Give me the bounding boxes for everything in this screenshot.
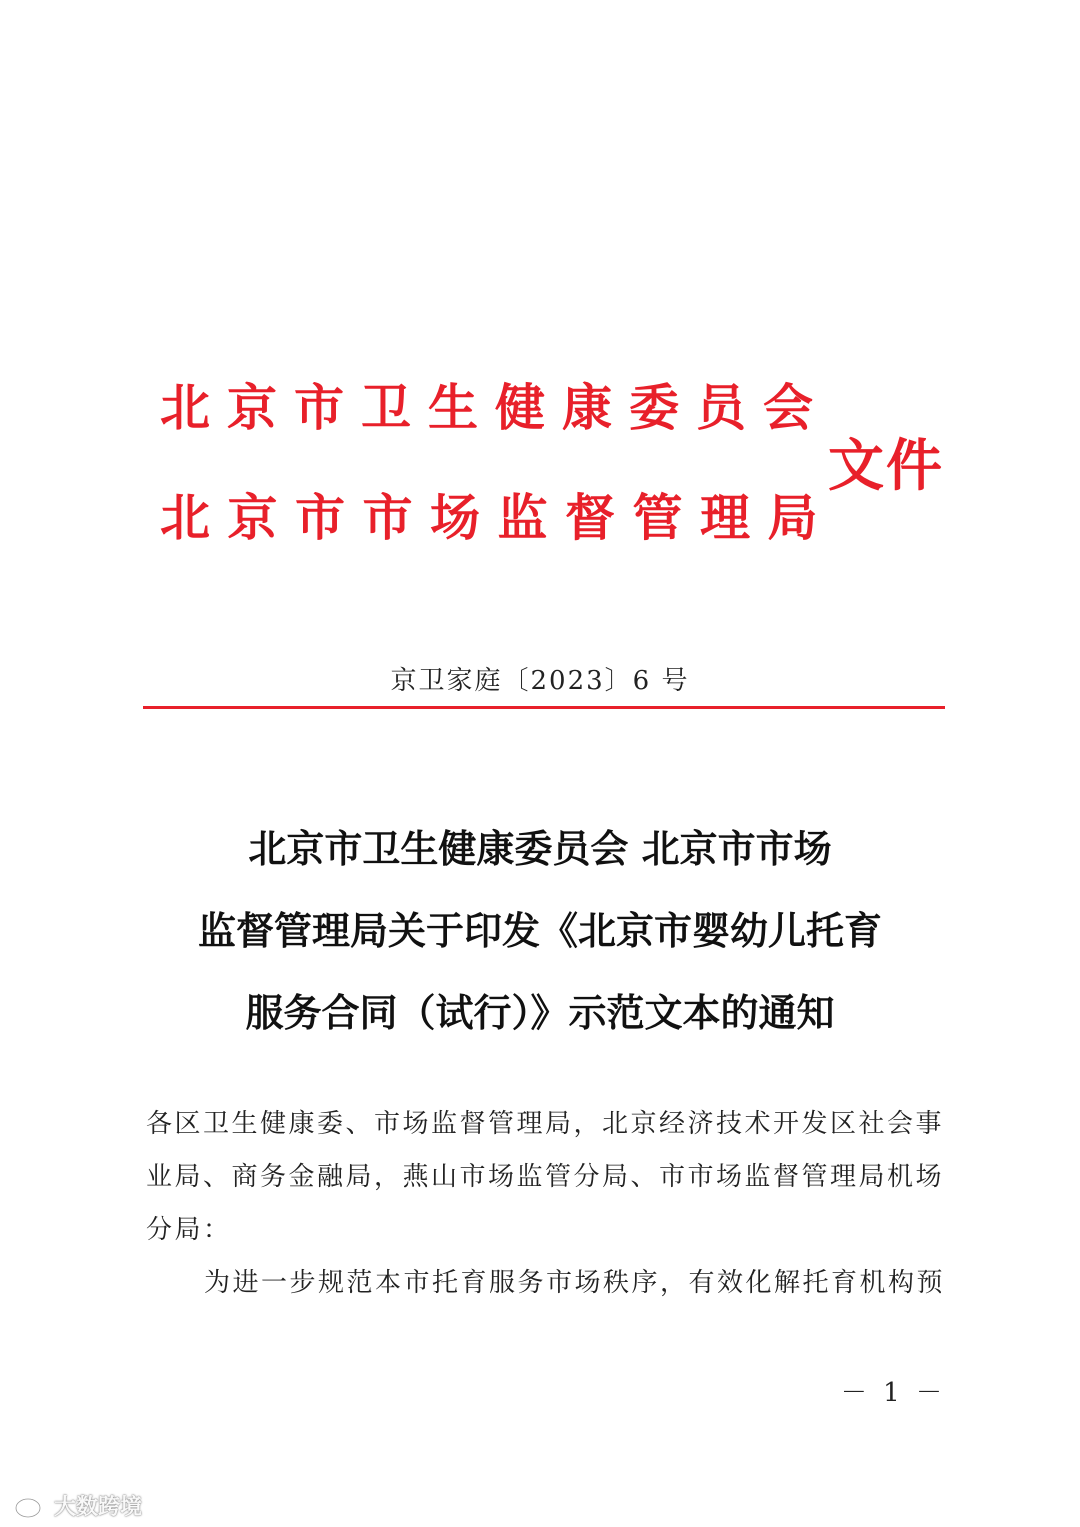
issuer-health-commission: 北京市卫生健康委员会 bbox=[160, 379, 830, 437]
title-line: 北京市卫生健康委员会 北京市市场 bbox=[248, 826, 832, 871]
watermark bbox=[14, 1490, 142, 1521]
red-divider bbox=[143, 706, 945, 709]
document-suffix: 文件 bbox=[828, 434, 944, 499]
page-number: － 1 － bbox=[840, 1378, 946, 1408]
document-title bbox=[140, 808, 940, 1054]
document-header bbox=[160, 360, 950, 550]
document-body bbox=[146, 1098, 946, 1310]
title-line: 服务合同（试行）》示范文本的通知 bbox=[245, 990, 835, 1035]
body-paragraph: 为进一步规范本市托育服务市场秩序，有效化解托育机构预 bbox=[204, 1268, 946, 1298]
issuer-market-regulation: 北京市市场监督管理局 bbox=[160, 489, 835, 547]
title-line: 监督管理局关于印发《北京市婴幼儿托育 bbox=[197, 908, 882, 953]
recipients-paragraph: 各区卫生健康委、市场监督管理局，北京经济技术开发区社会事业局、商务金融局，燕山市场监管分局、市市场监督管理局机场分局： bbox=[146, 1109, 945, 1245]
document-number: 京卫家庭〔2023〕6 号 bbox=[390, 666, 690, 696]
watermark-text: 大数跨境 bbox=[54, 1495, 143, 1520]
weibo-logo-icon bbox=[14, 1493, 48, 1519]
